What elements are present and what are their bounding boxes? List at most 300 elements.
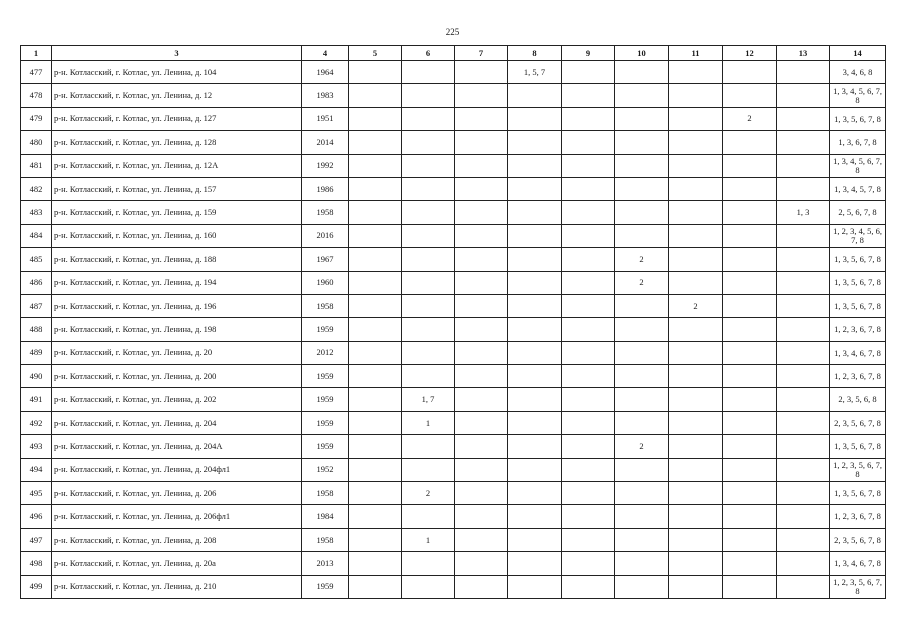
row-number-cell: 488 <box>21 318 52 341</box>
column-5-cell <box>349 341 402 364</box>
table-row <box>21 154 886 177</box>
column-10-cell <box>615 107 669 130</box>
codes-cell: 1, 3, 5, 6, 7, 8 <box>830 482 886 505</box>
column-11-cell <box>669 552 723 575</box>
address-cell: р-н. Котласский, г. Котлас, ул. Ленина, д. 194 <box>52 271 302 294</box>
address-cell: р-н. Котласский, г. Котлас, ул. Ленина, д. 128 <box>52 131 302 154</box>
address-cell: р-н. Котласский, г. Котлас, ул. Ленина, д. 206фл1 <box>52 505 302 528</box>
column-11-cell <box>669 388 723 411</box>
year-cell: 1986 <box>302 177 349 200</box>
column-13-cell <box>777 575 830 598</box>
column-10-cell <box>615 61 669 84</box>
column-12-cell <box>723 505 777 528</box>
column-12-cell <box>723 552 777 575</box>
column-5-cell <box>349 482 402 505</box>
column-6-cell <box>402 154 455 177</box>
codes-cell: 1, 3, 4, 6, 7, 8 <box>830 552 886 575</box>
codes-cell: 1, 3, 5, 6, 7, 8 <box>830 271 886 294</box>
table-row <box>21 318 886 341</box>
codes-cell: 1, 2, 3, 6, 7, 8 <box>830 365 886 388</box>
column-header: 5 <box>349 46 402 61</box>
column-6-cell <box>402 224 455 247</box>
year-cell: 2016 <box>302 224 349 247</box>
column-6-cell <box>402 435 455 458</box>
codes-cell: 1, 2, 3, 6, 7, 8 <box>830 505 886 528</box>
table-row <box>21 224 886 247</box>
codes-cell: 1, 2, 3, 5, 6, 7, 8 <box>830 575 886 598</box>
column-7-cell <box>455 458 508 481</box>
table-body <box>21 61 886 599</box>
column-13-cell <box>777 248 830 271</box>
column-6-cell <box>402 248 455 271</box>
column-10-cell <box>615 201 669 224</box>
year-cell: 1959 <box>302 411 349 434</box>
column-11-cell <box>669 84 723 107</box>
codes-cell: 1, 3, 5, 6, 7, 8 <box>830 248 886 271</box>
column-12-cell <box>723 294 777 317</box>
column-5-cell <box>349 248 402 271</box>
column-13-cell <box>777 271 830 294</box>
column-13-cell <box>777 177 830 200</box>
year-cell: 1984 <box>302 505 349 528</box>
column-6-cell: 1 <box>402 411 455 434</box>
codes-cell: 1, 3, 4, 5, 6, 7, 8 <box>830 154 886 177</box>
year-cell: 1959 <box>302 435 349 458</box>
column-8-cell <box>508 341 562 364</box>
column-header: 4 <box>302 46 349 61</box>
column-12-cell <box>723 248 777 271</box>
column-5-cell <box>349 528 402 551</box>
column-6-cell: 2 <box>402 482 455 505</box>
column-5-cell <box>349 107 402 130</box>
year-cell: 2012 <box>302 341 349 364</box>
year-cell: 1959 <box>302 365 349 388</box>
table-row <box>21 552 886 575</box>
column-12-cell <box>723 528 777 551</box>
column-7-cell <box>455 154 508 177</box>
codes-cell: 1, 3, 5, 6, 7, 8 <box>830 107 886 130</box>
column-12-cell <box>723 458 777 481</box>
table-row <box>21 388 886 411</box>
column-8-cell: 1, 5, 7 <box>508 61 562 84</box>
codes-cell: 1, 2, 3, 4, 5, 6, 7, 8 <box>830 224 886 247</box>
column-5-cell <box>349 575 402 598</box>
codes-cell: 1, 3, 4, 5, 6, 7, 8 <box>830 84 886 107</box>
address-cell: р-н. Котласский, г. Котлас, ул. Ленина, д. 160 <box>52 224 302 247</box>
year-cell: 1958 <box>302 482 349 505</box>
column-10-cell <box>615 154 669 177</box>
column-13-cell: 1, 3 <box>777 201 830 224</box>
column-13-cell <box>777 318 830 341</box>
column-8-cell <box>508 224 562 247</box>
table-row <box>21 271 886 294</box>
column-13-cell <box>777 411 830 434</box>
column-11-cell <box>669 201 723 224</box>
column-7-cell <box>455 435 508 458</box>
year-cell: 1959 <box>302 575 349 598</box>
year-cell: 1958 <box>302 201 349 224</box>
table-row <box>21 411 886 434</box>
column-5-cell <box>349 177 402 200</box>
row-number-cell: 499 <box>21 575 52 598</box>
column-12-cell <box>723 411 777 434</box>
column-13-cell <box>777 528 830 551</box>
column-10-cell <box>615 458 669 481</box>
column-11-cell <box>669 341 723 364</box>
column-5-cell <box>349 224 402 247</box>
column-9-cell <box>562 505 615 528</box>
column-header: 13 <box>777 46 830 61</box>
column-5-cell <box>349 435 402 458</box>
column-13-cell <box>777 388 830 411</box>
address-cell: р-н. Котласский, г. Котлас, ул. Ленина, д. 12 <box>52 84 302 107</box>
row-number-cell: 497 <box>21 528 52 551</box>
column-9-cell <box>562 411 615 434</box>
table-row <box>21 505 886 528</box>
codes-cell: 1, 2, 3, 6, 7, 8 <box>830 318 886 341</box>
address-cell: р-н. Котласский, г. Котлас, ул. Ленина, д. 196 <box>52 294 302 317</box>
address-cell: р-н. Котласский, г. Котлас, ул. Ленина, д. 157 <box>52 177 302 200</box>
column-11-cell <box>669 248 723 271</box>
column-11-cell <box>669 458 723 481</box>
codes-cell: 2, 3, 5, 6, 8 <box>830 388 886 411</box>
column-13-cell <box>777 435 830 458</box>
address-cell: р-н. Котласский, г. Котлас, ул. Ленина, д. 210 <box>52 575 302 598</box>
row-number-cell: 494 <box>21 458 52 481</box>
column-10-cell <box>615 341 669 364</box>
table-row <box>21 435 886 458</box>
column-6-cell: 1, 7 <box>402 388 455 411</box>
column-13-cell <box>777 61 830 84</box>
column-7-cell <box>455 365 508 388</box>
column-8-cell <box>508 154 562 177</box>
column-12-cell <box>723 341 777 364</box>
column-header: 9 <box>562 46 615 61</box>
column-header: 6 <box>402 46 455 61</box>
column-6-cell <box>402 552 455 575</box>
column-header: 10 <box>615 46 669 61</box>
row-number-cell: 496 <box>21 505 52 528</box>
column-6-cell <box>402 201 455 224</box>
row-number-cell: 484 <box>21 224 52 247</box>
column-10-cell <box>615 528 669 551</box>
column-13-cell <box>777 294 830 317</box>
column-5-cell <box>349 201 402 224</box>
year-cell: 2013 <box>302 552 349 575</box>
column-12-cell <box>723 482 777 505</box>
row-number-cell: 495 <box>21 482 52 505</box>
column-9-cell <box>562 575 615 598</box>
column-6-cell <box>402 318 455 341</box>
column-12-cell <box>723 388 777 411</box>
column-11-cell <box>669 482 723 505</box>
column-8-cell <box>508 84 562 107</box>
column-9-cell <box>562 61 615 84</box>
column-11-cell <box>669 575 723 598</box>
column-5-cell <box>349 552 402 575</box>
column-8-cell <box>508 411 562 434</box>
column-7-cell <box>455 482 508 505</box>
column-8-cell <box>508 552 562 575</box>
row-number-cell: 479 <box>21 107 52 130</box>
address-cell: р-н. Котласский, г. Котлас, ул. Ленина, д. 200 <box>52 365 302 388</box>
column-10-cell <box>615 505 669 528</box>
column-9-cell <box>562 435 615 458</box>
column-9-cell <box>562 177 615 200</box>
column-12-cell <box>723 201 777 224</box>
column-8-cell <box>508 435 562 458</box>
column-11-cell <box>669 131 723 154</box>
column-6-cell <box>402 458 455 481</box>
column-9-cell <box>562 365 615 388</box>
table-row <box>21 84 886 107</box>
column-13-cell <box>777 107 830 130</box>
column-13-cell <box>777 341 830 364</box>
column-10-cell <box>615 177 669 200</box>
column-11-cell <box>669 224 723 247</box>
column-11-cell <box>669 318 723 341</box>
column-9-cell <box>562 458 615 481</box>
table-row <box>21 61 886 84</box>
table-header-row <box>21 46 886 61</box>
year-cell: 1992 <box>302 154 349 177</box>
column-10-cell <box>615 552 669 575</box>
row-number-cell: 483 <box>21 201 52 224</box>
row-number-cell: 498 <box>21 552 52 575</box>
column-12-cell: 2 <box>723 107 777 130</box>
column-11-cell <box>669 177 723 200</box>
column-5-cell <box>349 411 402 434</box>
column-9-cell <box>562 388 615 411</box>
address-cell: р-н. Котласский, г. Котлас, ул. Ленина, д. 159 <box>52 201 302 224</box>
column-8-cell <box>508 388 562 411</box>
column-10-cell <box>615 388 669 411</box>
register-table <box>20 45 886 599</box>
row-number-cell: 477 <box>21 61 52 84</box>
column-12-cell <box>723 271 777 294</box>
column-11-cell <box>669 505 723 528</box>
column-5-cell <box>349 84 402 107</box>
codes-cell: 1, 3, 6, 7, 8 <box>830 131 886 154</box>
column-5-cell <box>349 154 402 177</box>
column-13-cell <box>777 84 830 107</box>
column-10-cell <box>615 482 669 505</box>
column-9-cell <box>562 528 615 551</box>
column-11-cell <box>669 271 723 294</box>
column-6-cell <box>402 61 455 84</box>
address-cell: р-н. Котласский, г. Котлас, ул. Ленина, д. 104 <box>52 61 302 84</box>
column-7-cell <box>455 318 508 341</box>
column-8-cell <box>508 248 562 271</box>
column-11-cell <box>669 107 723 130</box>
address-cell: р-н. Котласский, г. Котлас, ул. Ленина, д. 204А <box>52 435 302 458</box>
year-cell: 1964 <box>302 61 349 84</box>
column-11-cell <box>669 61 723 84</box>
column-header: 11 <box>669 46 723 61</box>
row-number-cell: 490 <box>21 365 52 388</box>
column-header: 3 <box>52 46 302 61</box>
column-6-cell: 1 <box>402 528 455 551</box>
column-8-cell <box>508 271 562 294</box>
column-12-cell <box>723 435 777 458</box>
column-12-cell <box>723 154 777 177</box>
row-number-cell: 492 <box>21 411 52 434</box>
column-11-cell <box>669 411 723 434</box>
column-7-cell <box>455 131 508 154</box>
column-13-cell <box>777 505 830 528</box>
column-7-cell <box>455 201 508 224</box>
column-10-cell <box>615 365 669 388</box>
column-5-cell <box>349 318 402 341</box>
column-10-cell: 2 <box>615 435 669 458</box>
column-11-cell <box>669 365 723 388</box>
column-13-cell <box>777 131 830 154</box>
codes-cell: 1, 3, 4, 5, 7, 8 <box>830 177 886 200</box>
column-10-cell <box>615 575 669 598</box>
year-cell: 1951 <box>302 107 349 130</box>
address-cell: р-н. Котласский, г. Котлас, ул. Ленина, д. 20 <box>52 341 302 364</box>
row-number-cell: 485 <box>21 248 52 271</box>
column-7-cell <box>455 84 508 107</box>
column-6-cell <box>402 131 455 154</box>
column-8-cell <box>508 201 562 224</box>
column-6-cell <box>402 107 455 130</box>
column-7-cell <box>455 505 508 528</box>
column-10-cell: 2 <box>615 271 669 294</box>
codes-cell: 2, 3, 5, 6, 7, 8 <box>830 411 886 434</box>
codes-cell: 1, 3, 5, 6, 7, 8 <box>830 435 886 458</box>
column-8-cell <box>508 107 562 130</box>
column-9-cell <box>562 271 615 294</box>
column-7-cell <box>455 224 508 247</box>
codes-cell: 2, 3, 5, 6, 7, 8 <box>830 528 886 551</box>
column-11-cell: 2 <box>669 294 723 317</box>
row-number-cell: 487 <box>21 294 52 317</box>
column-5-cell <box>349 388 402 411</box>
column-6-cell <box>402 575 455 598</box>
address-cell: р-н. Котласский, г. Котлас, ул. Ленина, д. 202 <box>52 388 302 411</box>
column-7-cell <box>455 528 508 551</box>
column-6-cell <box>402 84 455 107</box>
table-row <box>21 365 886 388</box>
table-row <box>21 458 886 481</box>
address-cell: р-н. Котласский, г. Котлас, ул. Ленина, д. 204фл1 <box>52 458 302 481</box>
codes-cell: 1, 3, 5, 6, 7, 8 <box>830 294 886 317</box>
column-5-cell <box>349 271 402 294</box>
column-9-cell <box>562 131 615 154</box>
column-11-cell <box>669 528 723 551</box>
column-9-cell <box>562 552 615 575</box>
address-cell: р-н. Котласский, г. Котлас, ул. Ленина, д. 204 <box>52 411 302 434</box>
codes-cell: 1, 2, 3, 5, 6, 7, 8 <box>830 458 886 481</box>
address-cell: р-н. Котласский, г. Котлас, ул. Ленина, д. 127 <box>52 107 302 130</box>
address-cell: р-н. Котласский, г. Котлас, ул. Ленина, д. 12А <box>52 154 302 177</box>
column-9-cell <box>562 84 615 107</box>
column-9-cell <box>562 318 615 341</box>
year-cell: 1967 <box>302 248 349 271</box>
address-cell: р-н. Котласский, г. Котлас, ул. Ленина, д. 198 <box>52 318 302 341</box>
table-row <box>21 248 886 271</box>
column-7-cell <box>455 61 508 84</box>
column-7-cell <box>455 575 508 598</box>
year-cell: 1958 <box>302 294 349 317</box>
column-6-cell <box>402 294 455 317</box>
column-9-cell <box>562 341 615 364</box>
column-6-cell <box>402 271 455 294</box>
column-8-cell <box>508 131 562 154</box>
column-5-cell <box>349 505 402 528</box>
column-8-cell <box>508 458 562 481</box>
column-10-cell <box>615 318 669 341</box>
column-11-cell <box>669 154 723 177</box>
column-12-cell <box>723 177 777 200</box>
table-row <box>21 528 886 551</box>
column-8-cell <box>508 318 562 341</box>
row-number-cell: 489 <box>21 341 52 364</box>
column-header: 12 <box>723 46 777 61</box>
column-12-cell <box>723 224 777 247</box>
column-7-cell <box>455 341 508 364</box>
column-5-cell <box>349 294 402 317</box>
row-number-cell: 486 <box>21 271 52 294</box>
column-6-cell <box>402 341 455 364</box>
year-cell: 1959 <box>302 388 349 411</box>
column-10-cell <box>615 131 669 154</box>
table-row <box>21 107 886 130</box>
column-7-cell <box>455 271 508 294</box>
table-row <box>21 177 886 200</box>
column-9-cell <box>562 201 615 224</box>
column-13-cell <box>777 224 830 247</box>
codes-cell: 2, 5, 6, 7, 8 <box>830 201 886 224</box>
column-header: 14 <box>830 46 886 61</box>
address-cell: р-н. Котласский, г. Котлас, ул. Ленина, д. 208 <box>52 528 302 551</box>
column-8-cell <box>508 294 562 317</box>
year-cell: 1960 <box>302 271 349 294</box>
year-cell: 1958 <box>302 528 349 551</box>
column-8-cell <box>508 528 562 551</box>
column-9-cell <box>562 107 615 130</box>
column-9-cell <box>562 224 615 247</box>
codes-cell: 1, 3, 4, 6, 7, 8 <box>830 341 886 364</box>
table-row <box>21 482 886 505</box>
column-8-cell <box>508 365 562 388</box>
column-7-cell <box>455 388 508 411</box>
address-cell: р-н. Котласский, г. Котлас, ул. Ленина, д. 206 <box>52 482 302 505</box>
column-13-cell <box>777 365 830 388</box>
column-12-cell <box>723 131 777 154</box>
column-7-cell <box>455 107 508 130</box>
column-header: 1 <box>21 46 52 61</box>
column-5-cell <box>349 131 402 154</box>
page-number: 225 <box>445 27 460 37</box>
table-row <box>21 131 886 154</box>
column-10-cell <box>615 224 669 247</box>
row-number-cell: 491 <box>21 388 52 411</box>
table-row <box>21 575 886 598</box>
row-number-cell: 481 <box>21 154 52 177</box>
column-9-cell <box>562 248 615 271</box>
column-7-cell <box>455 411 508 434</box>
column-13-cell <box>777 552 830 575</box>
column-7-cell <box>455 552 508 575</box>
column-12-cell <box>723 61 777 84</box>
column-6-cell <box>402 177 455 200</box>
column-10-cell <box>615 84 669 107</box>
column-5-cell <box>349 365 402 388</box>
column-5-cell <box>349 61 402 84</box>
column-10-cell <box>615 411 669 434</box>
